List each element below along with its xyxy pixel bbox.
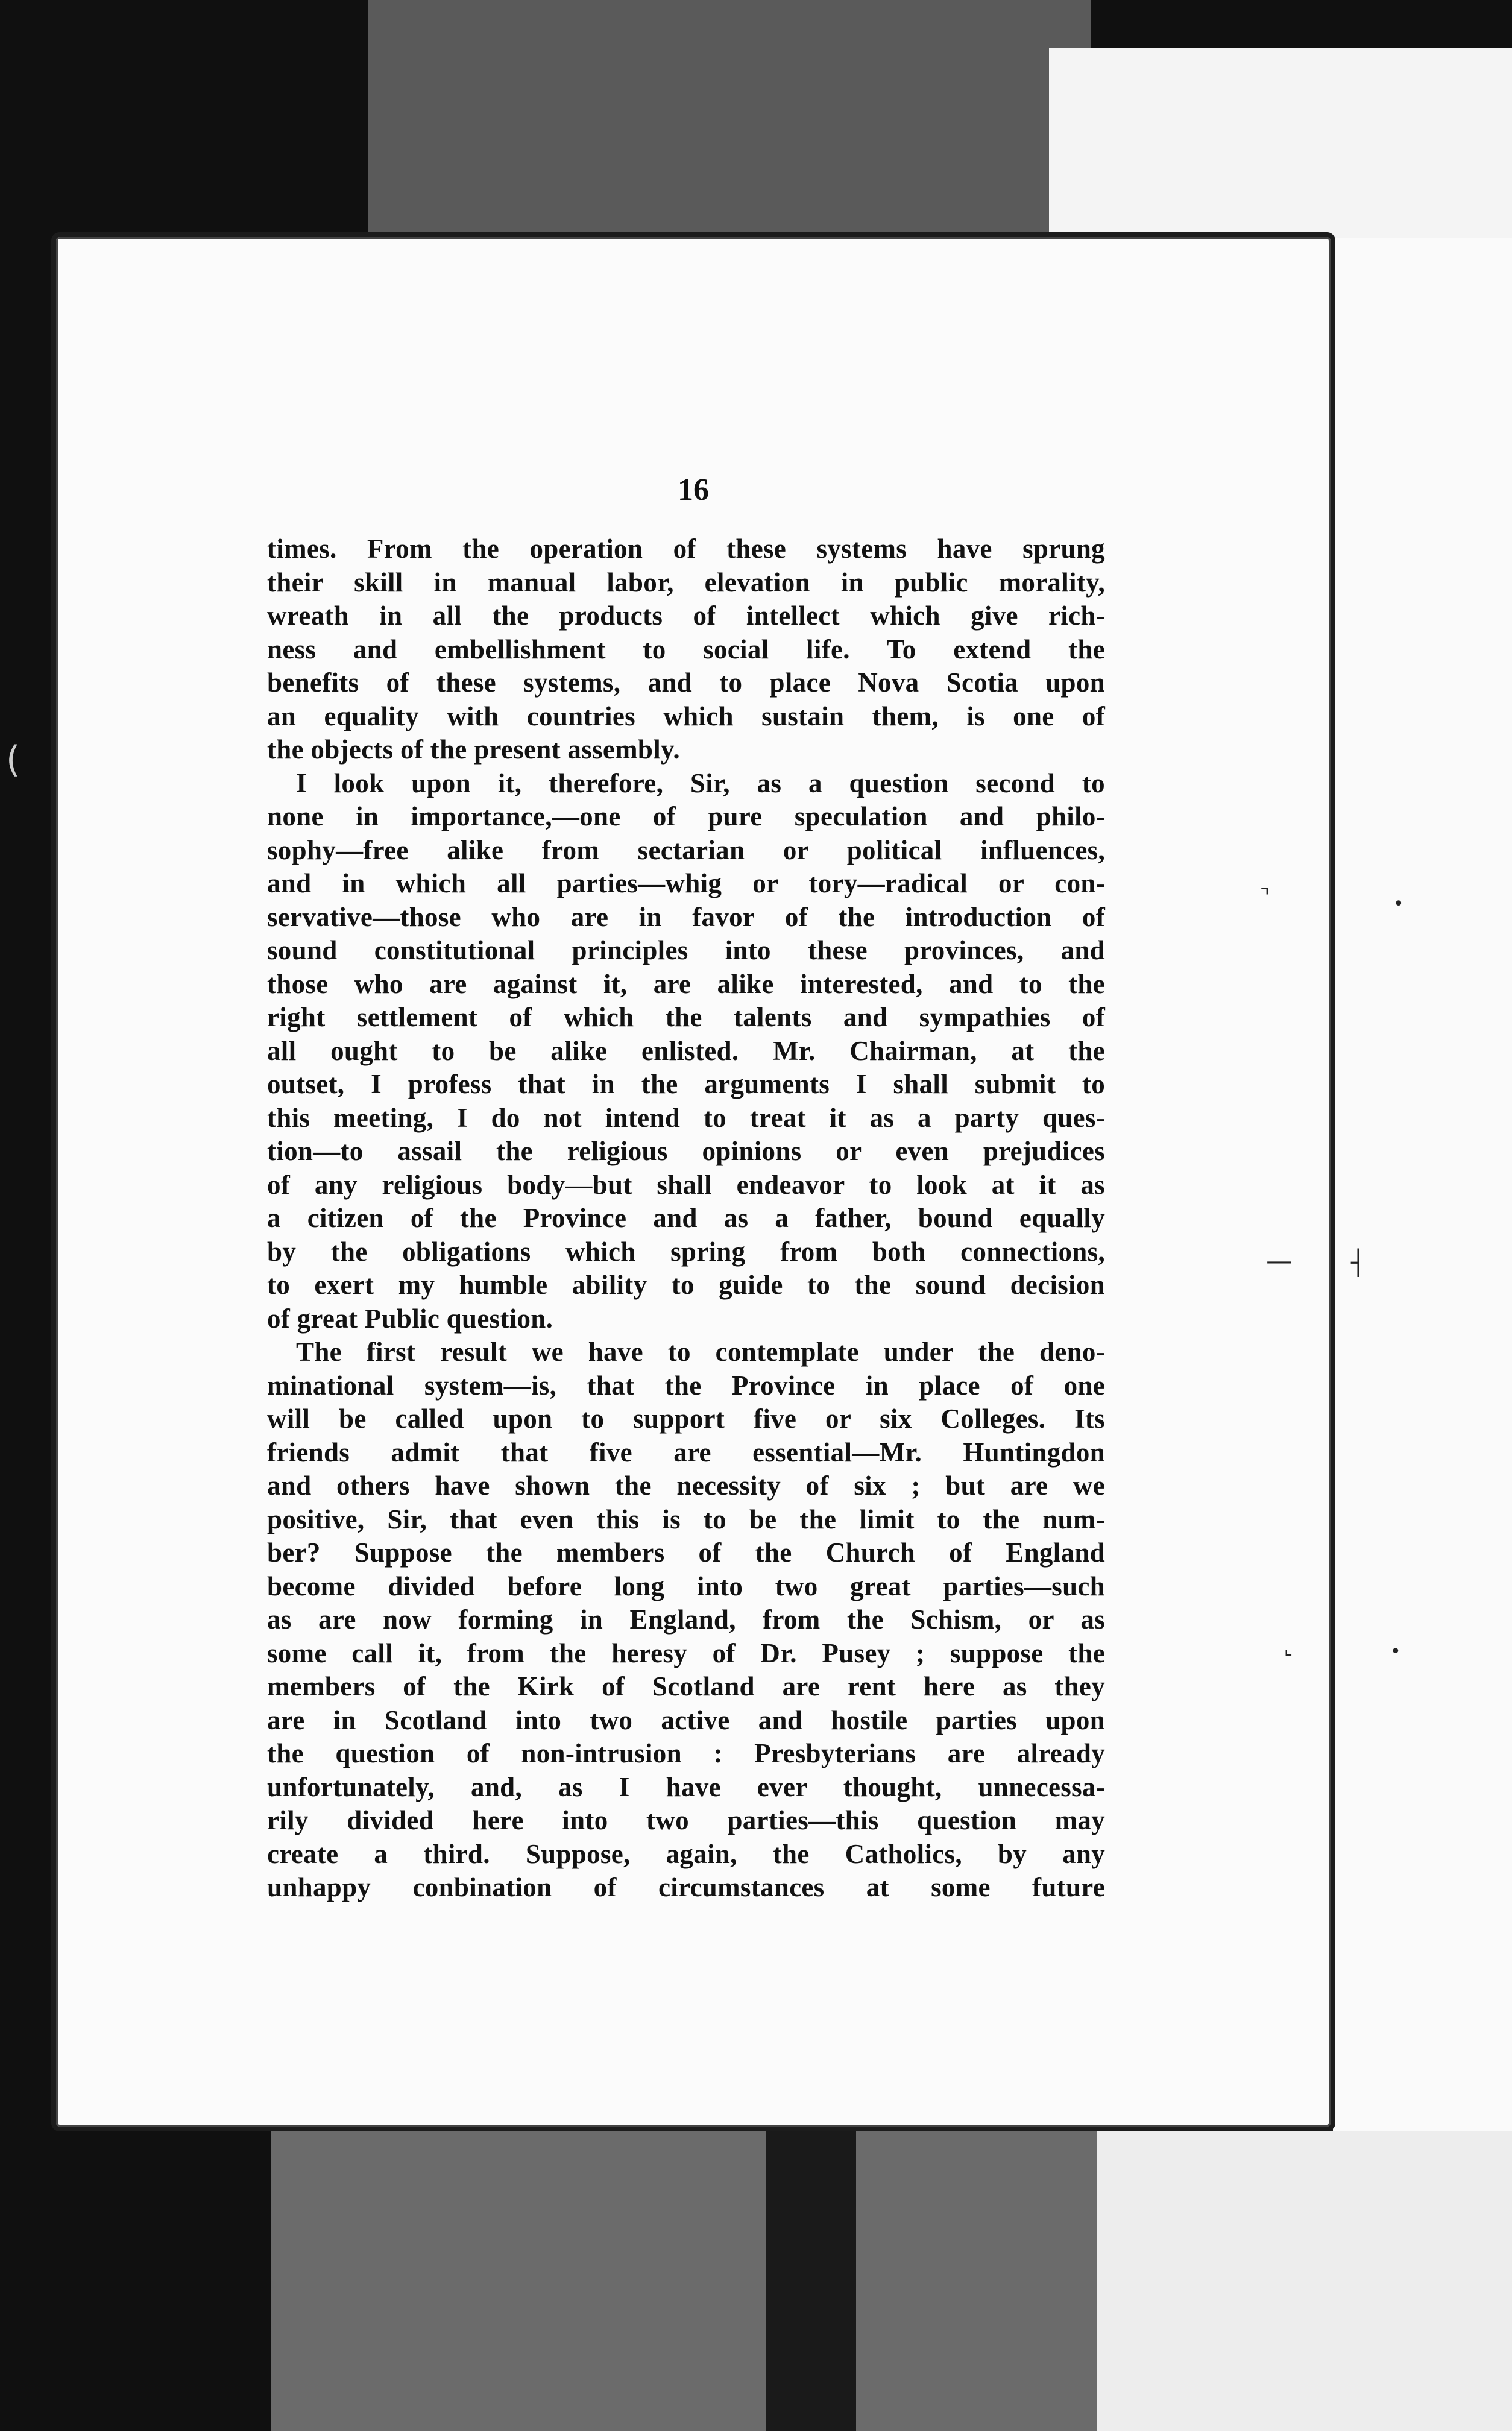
text-line: are in Scotland into two active and hostile parties upon xyxy=(267,1704,1105,1735)
text-line: become divided before long into two great parties—such xyxy=(267,1571,1105,1601)
text-line: wreath in all the products of intellect which give rich- xyxy=(267,601,1105,631)
text-line: rily divided here into two parties—this question may xyxy=(267,1805,1105,1835)
text-line: the objects of the present assembly. xyxy=(267,734,680,765)
text-line: of any religious body—but shall endeavor to look at it as xyxy=(267,1169,1105,1200)
text-line: as are now forming in England, from the Schism, or as xyxy=(267,1604,1105,1635)
tick-mark: ┤ xyxy=(1351,1249,1366,1277)
text-line: The first result we have to contemplate under the deno- xyxy=(296,1337,1105,1367)
text-line: create a third. Suppose, again, the Catholics, by any xyxy=(267,1838,1105,1869)
facing-page-edge xyxy=(1329,238,1512,2131)
margin-mark: ⌝ xyxy=(1260,884,1270,909)
text-line: of great Public question. xyxy=(267,1303,553,1334)
body-text xyxy=(267,532,1105,1905)
background-gray-block-bottom xyxy=(271,2122,1103,2431)
text-line: times. From the operation of these systems have sprung xyxy=(267,534,1105,564)
text-line: sound constitutional principles into these provinces, and xyxy=(267,935,1105,965)
text-line: their skill in manual labor, elevation in public morality, xyxy=(267,567,1105,598)
text-line: friends admit that five are essential—Mr. Huntingdon xyxy=(267,1437,1105,1468)
page-number: 16 xyxy=(678,473,709,507)
text-line: minational system—is, that the Province in place of one xyxy=(267,1370,1105,1401)
text-line: I look upon it, therefore, Sir, as a question second to xyxy=(296,768,1105,798)
text-line: to exert my humble ability to guide to the sound decision xyxy=(267,1270,1105,1300)
text-line: right settlement of which the talents and sympathies of xyxy=(267,1002,1105,1032)
speck-mark: • xyxy=(1393,894,1404,915)
text-line: positive, Sir, that even this is to be the limit to the num- xyxy=(267,1504,1105,1534)
text-line: and in which all parties—whig or tory—radical or con- xyxy=(267,868,1105,898)
text-line: the question of non-intrusion : Presbyterians are already xyxy=(267,1738,1105,1768)
text-line: some call it, from the heresy of Dr. Pusey ; suppose the xyxy=(267,1638,1105,1668)
text-line: this meeting, I do not intend to treat it as a party ques- xyxy=(267,1102,1105,1133)
text-line: those who are against it, are alike interested, and to the xyxy=(267,968,1105,999)
text-line: will be called upon to support five or six Colleges. Its xyxy=(267,1404,1105,1434)
text-line: ber? Suppose the members of the Church of England xyxy=(267,1537,1105,1568)
background-gray-block-top xyxy=(368,0,1091,247)
text-line: unfortunately, and, as I have ever thought, unnecessa- xyxy=(267,1771,1105,1802)
text-line: benefits of these systems, and to place Nova Scotia upon xyxy=(267,667,1105,698)
text-line: tion—to assail the religious opinions or even prejudices xyxy=(267,1136,1105,1166)
text-line: members of the Kirk of Scotland are rent here as they xyxy=(267,1671,1105,1701)
margin-rule-mark: — xyxy=(1266,1246,1293,1276)
book-page xyxy=(51,232,1335,2131)
text-line: sophy—free alike from sectarian or political influences, xyxy=(267,834,1105,865)
background-dark-strip xyxy=(766,2122,856,2431)
text-line: a citizen of the Province and as a father, bound equally xyxy=(267,1203,1105,1233)
text-line: and others have shown the necessity of six ; but are we xyxy=(267,1471,1105,1501)
text-line: unhappy conbination of circumstances at some future xyxy=(267,1872,1105,1902)
speck-mark: • xyxy=(1390,1641,1401,1662)
text-line: ness and embellishment to social life. To extend the xyxy=(267,634,1105,664)
text-line: none in importance,—one of pure speculation and philo- xyxy=(267,801,1105,831)
text-line: outset, I profess that in the arguments I shall submit to xyxy=(267,1069,1105,1099)
text-line: an equality with countries which sustain them, is one of xyxy=(267,701,1105,731)
text-line: servative—those who are in favor of the introduction of xyxy=(267,901,1105,932)
text-line: by the obligations which spring from both connections, xyxy=(267,1236,1105,1267)
edge-bracket-mark: ( xyxy=(6,739,20,781)
background-white-block-bottom xyxy=(1097,2098,1512,2431)
margin-mark: ⌞ xyxy=(1284,1638,1293,1659)
background-white-block-top xyxy=(1049,48,1512,247)
text-line: all ought to be alike enlisted. Mr. Chairman, at the xyxy=(267,1035,1105,1066)
